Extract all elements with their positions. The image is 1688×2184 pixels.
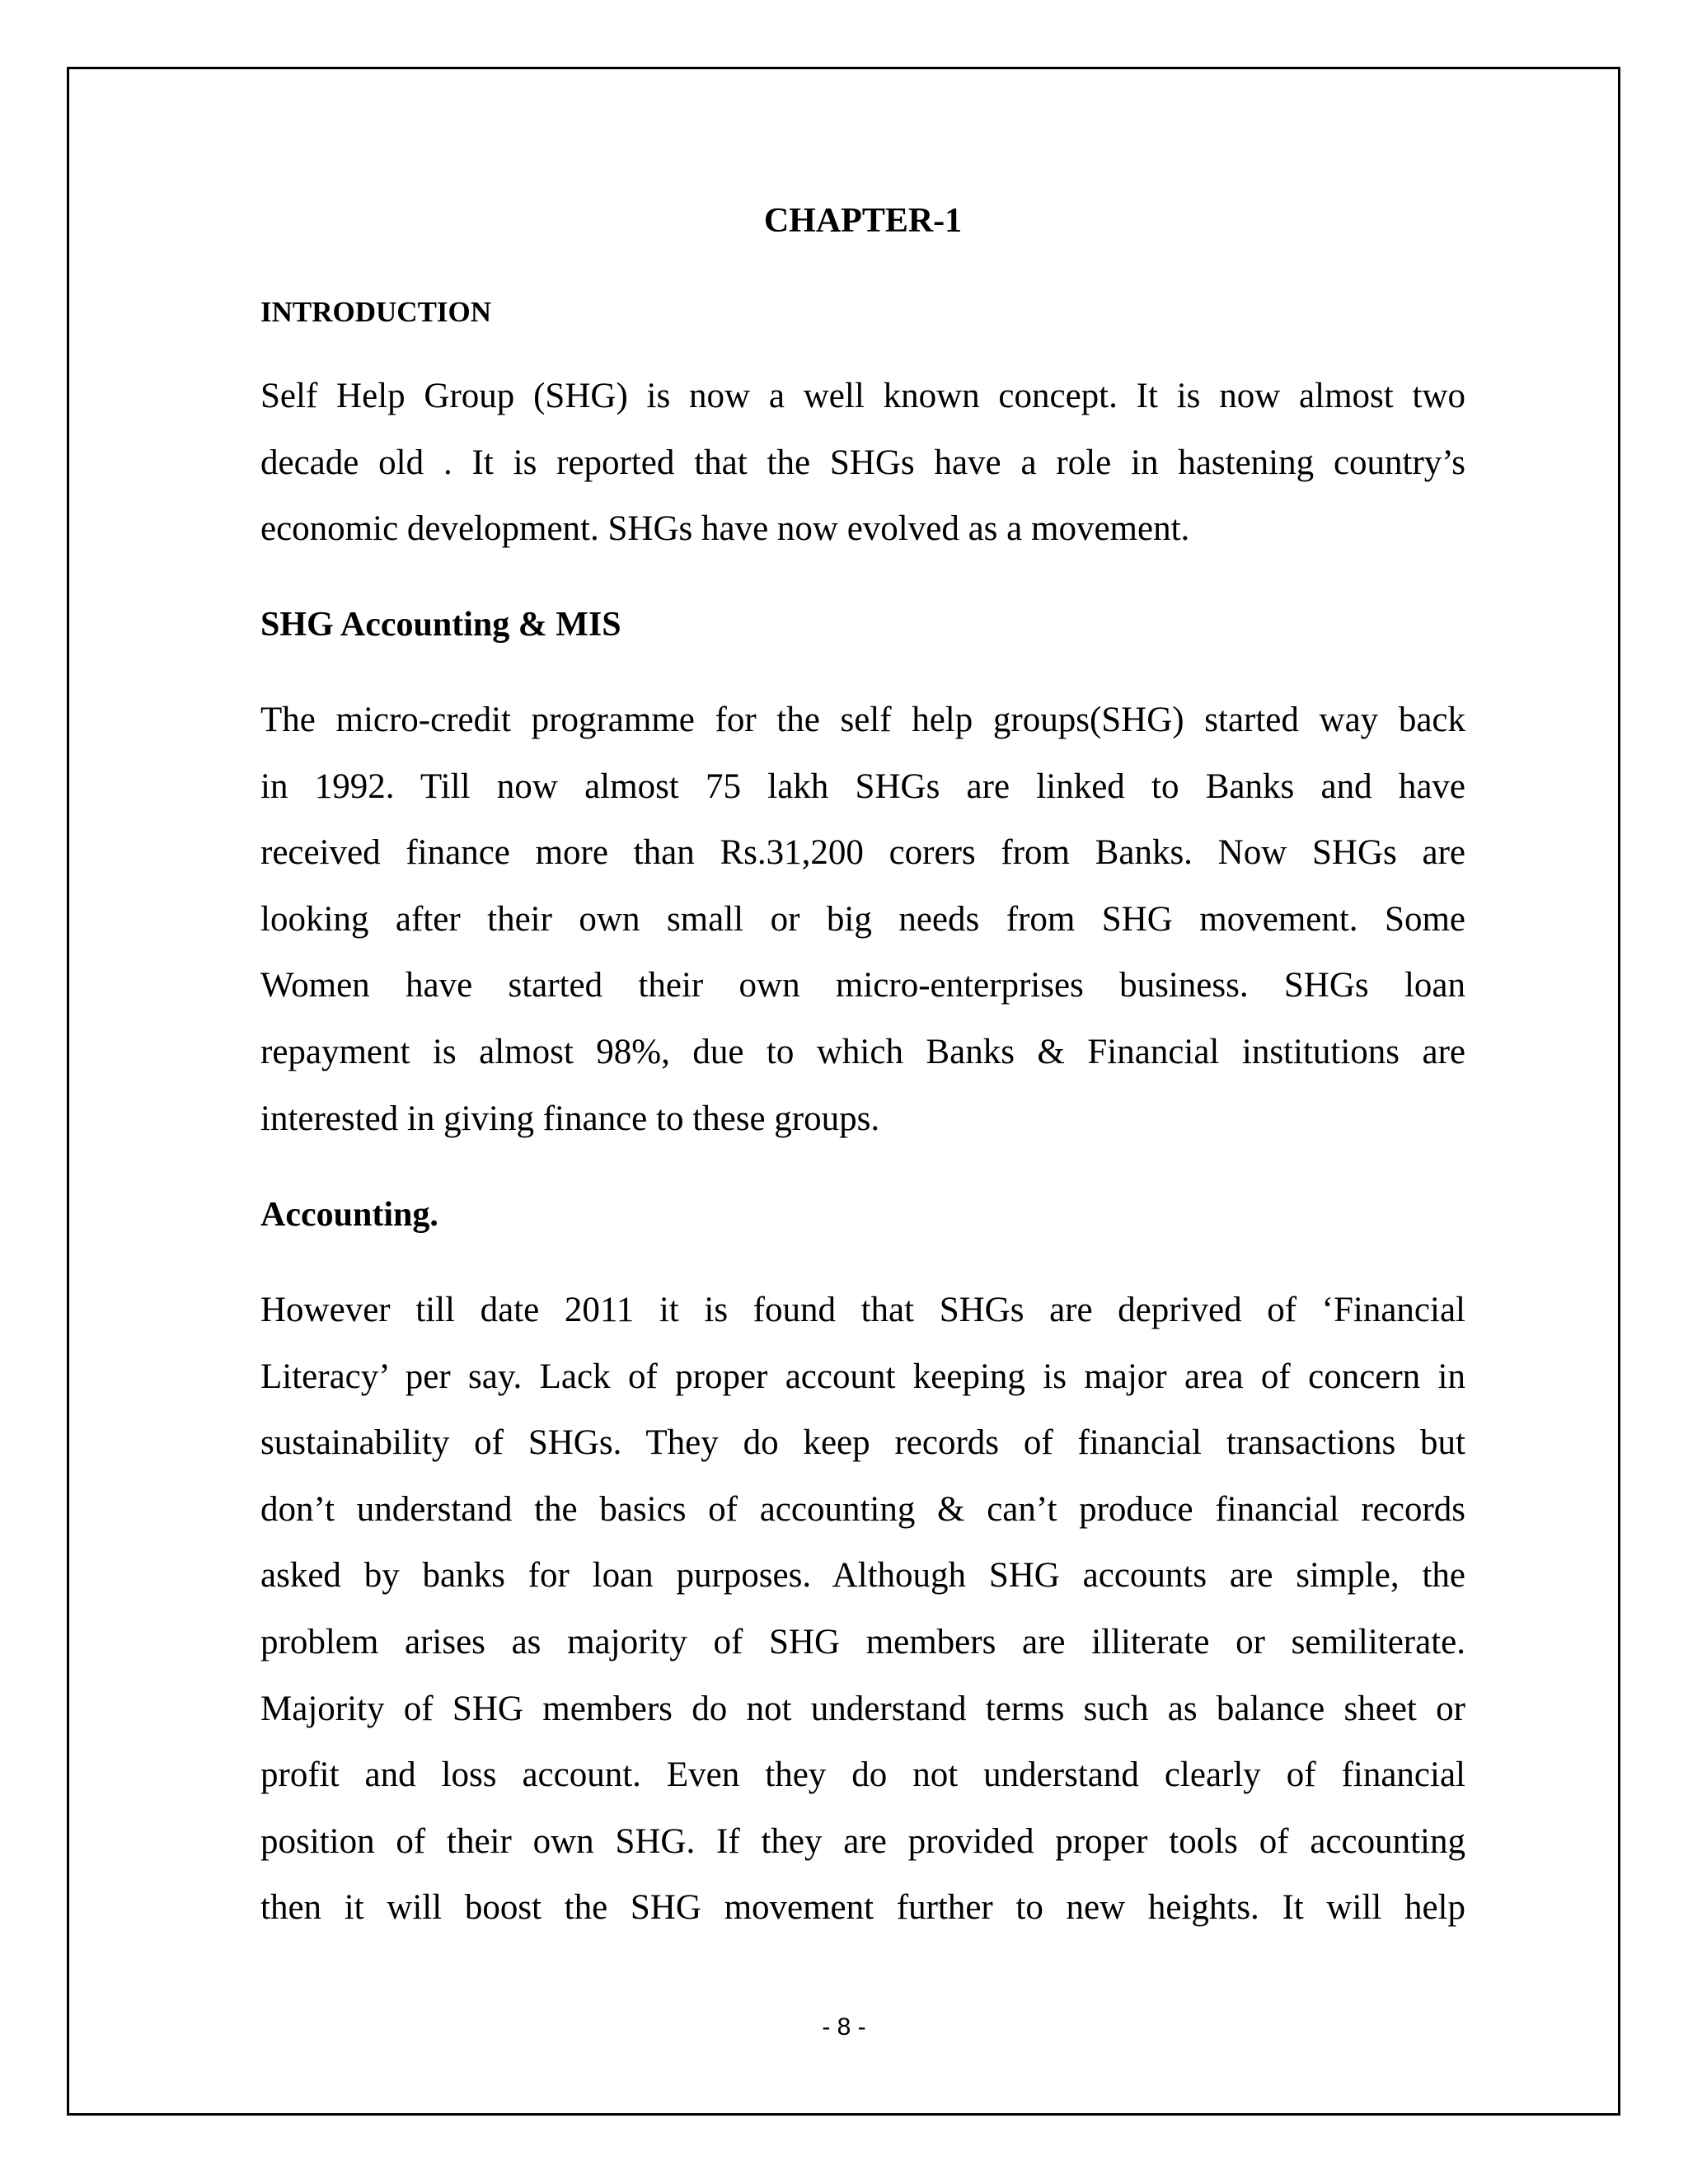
- paragraph-line: in 1992. Till now almost 75 lakh SHGs are linked to Banks and have: [260, 766, 1465, 806]
- accounting-paragraph: [260, 1277, 1465, 1942]
- paragraph-line: Literacy’ per say. Lack of proper account keeping is major area of concern in: [260, 1357, 1465, 1396]
- paragraph-line: economic development. SHGs have now evolved as a movement.: [260, 509, 1190, 549]
- section-heading-accounting: Accounting.: [260, 1196, 438, 1234]
- paragraph-line: received finance more than Rs.31,200 corers from Banks. Now SHGs are: [260, 833, 1465, 873]
- paragraph-line: interested in giving finance to these groups.: [260, 1099, 880, 1138]
- paragraph-line: profit and loss account. Even they do not understand clearly of financial: [260, 1755, 1465, 1795]
- paragraph-line: The micro-credit programme for the self help groups(SHG) started way back: [260, 701, 1465, 739]
- paragraph-line: position of their own SHG. If they are provided proper tools of accounting: [260, 1821, 1465, 1861]
- chapter-title: CHAPTER-1: [763, 202, 963, 240]
- paragraph-line: problem arises as majority of SHG members are illiterate or semiliterate.: [260, 1622, 1465, 1661]
- paragraph-line: don’t understand the basics of accounting & can’t produce financial records: [260, 1489, 1465, 1529]
- paragraph-line: then it will boost the SHG movement further to new heights. It will help: [260, 1888, 1465, 1928]
- page-number: - 8 -: [822, 2013, 866, 2041]
- section-heading-shg-accounting-mis: SHG Accounting & MIS: [260, 606, 621, 644]
- paragraph-line: asked by banks for loan purposes. Although SHG accounts are simple, the: [260, 1556, 1465, 1596]
- mis-paragraph: [260, 687, 1465, 1152]
- introduction-heading: INTRODUCTION: [260, 296, 492, 328]
- paragraph-line: sustainability of SHGs. They do keep records of financial transactions but: [260, 1423, 1465, 1463]
- paragraph-line: decade old . It is reported that the SHGs have a role in hastening country’s: [260, 443, 1465, 482]
- paragraph-line: Women have started their own micro-enterprises business. SHGs loan: [260, 966, 1465, 1005]
- paragraph-line: looking after their own small or big needs from SHG movement. Some: [260, 899, 1465, 939]
- paragraph-line: Self Help Group (SHG) is now a well known concept. It is now almost two: [260, 377, 1465, 415]
- introduction-paragraph: [260, 363, 1465, 563]
- paragraph-line: Majority of SHG members do not understand terms such as balance sheet or: [260, 1689, 1465, 1728]
- paragraph-line: However till date 2011 it is found that SHGs are deprived of ‘Financial: [260, 1291, 1465, 1329]
- paragraph-line: repayment is almost 98%, due to which Banks & Financial institutions are: [260, 1032, 1465, 1071]
